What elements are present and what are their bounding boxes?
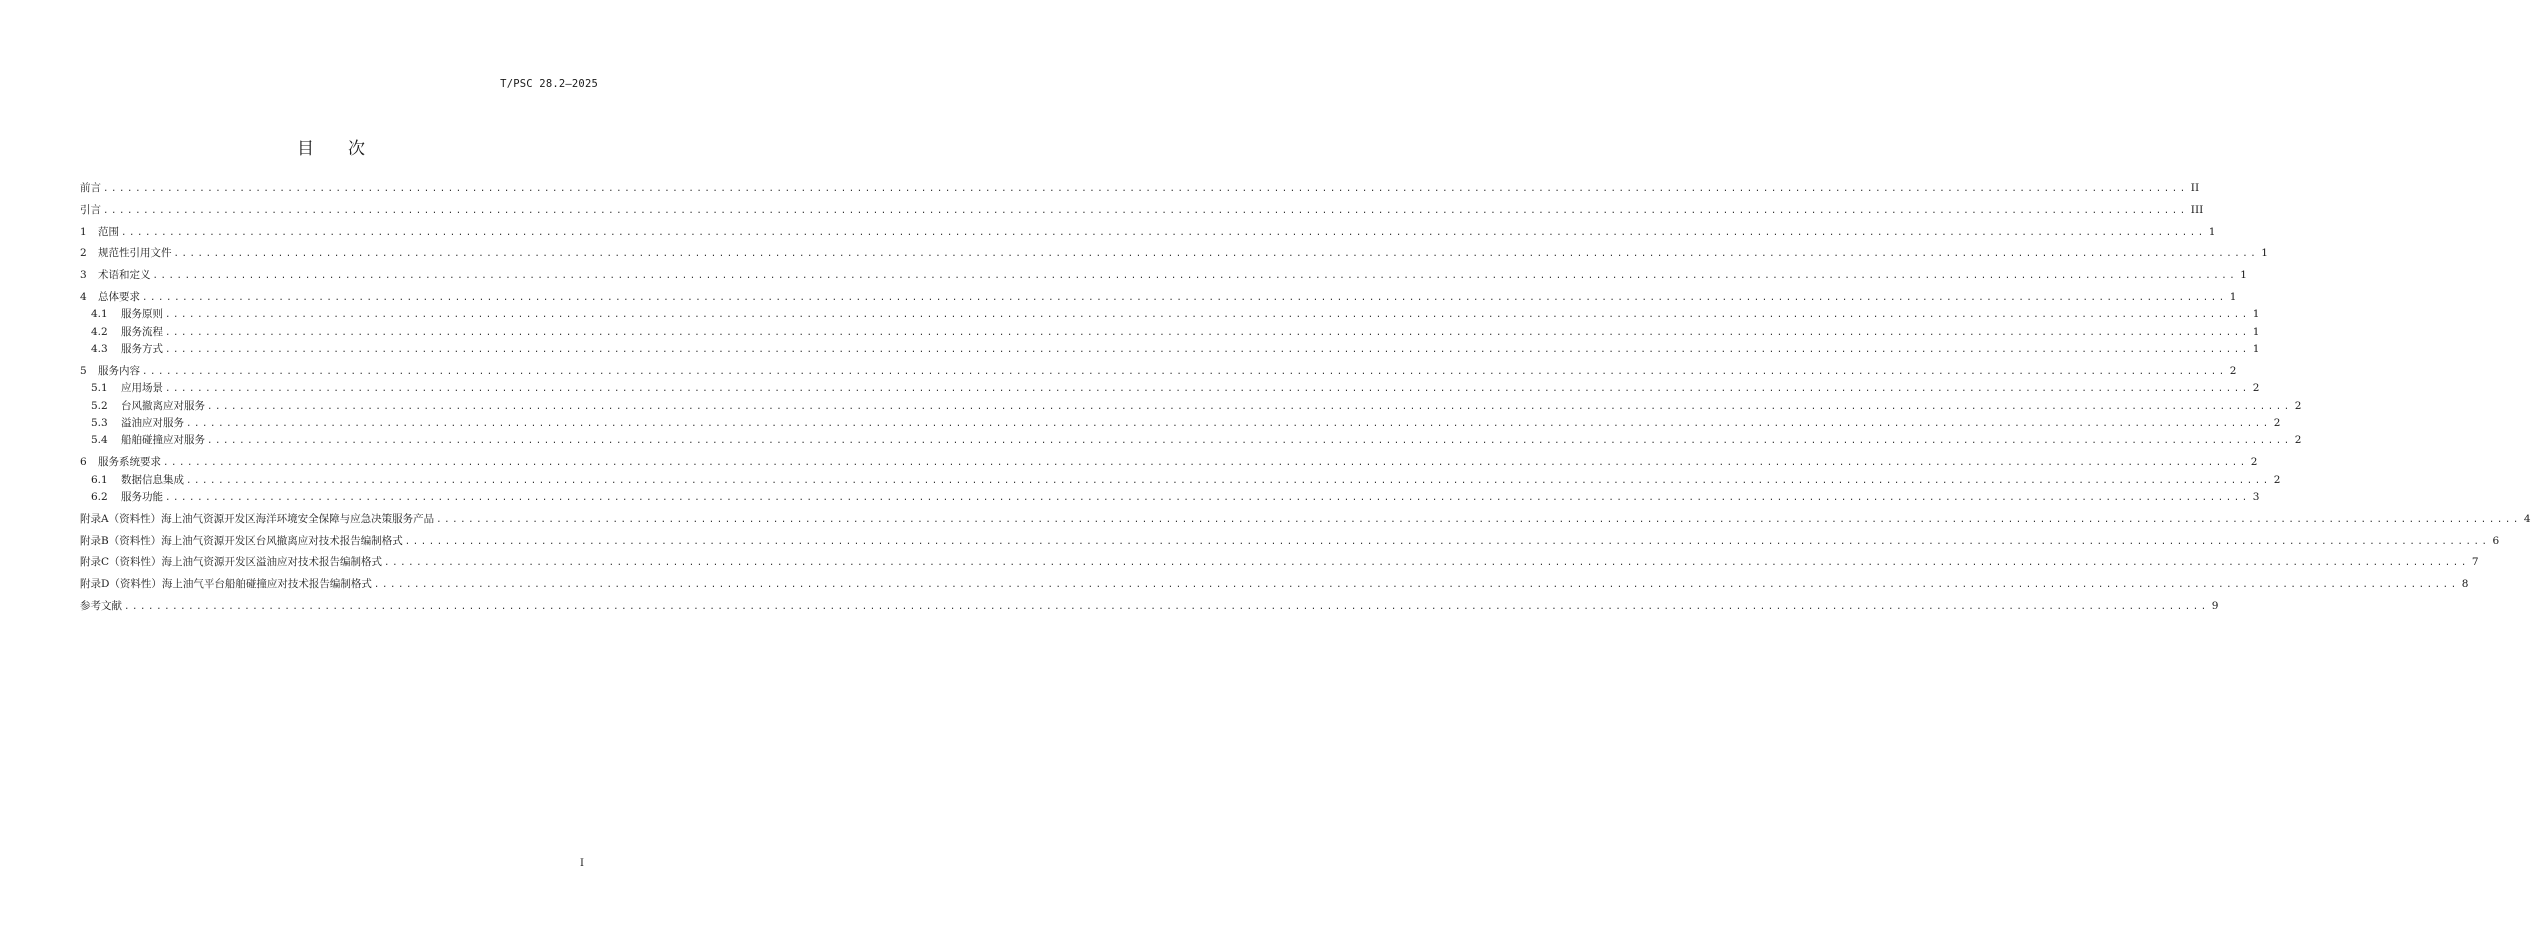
toc-entry[interactable] [80, 324, 2260, 341]
toc-entry[interactable] [80, 341, 2260, 358]
toc-entry-number: 6.2 [91, 490, 108, 503]
toc-entry-label [91, 472, 186, 489]
toc-entry-page: 8 [2461, 578, 2469, 591]
toc-entry-page: 1 [2240, 269, 2247, 282]
toc-dot-leader: .................................................................................................................................................................................................................................................................... [103, 184, 2188, 194]
toc-entry-title: 范围 [98, 225, 119, 238]
page-title: 目次 [297, 139, 399, 159]
toc-entry[interactable] [80, 224, 2216, 241]
toc-dot-leader: .................................................................................................................................................................................................................................................................... [142, 292, 2227, 303]
toc-entry-title: 附录C（资料性）海上油气资源开发区溢油应对技术报告编制格式 [80, 556, 383, 569]
toc-entry-page: 1 [2252, 308, 2260, 321]
toc-dot-leader: .................................................................................................................................................................................................................................................................... [142, 366, 2227, 377]
toc-dot-leader: .................................................................................................................................................................................................................................................................... [165, 310, 2250, 321]
toc-entry-label [80, 289, 142, 306]
toc-entry-title: 服务内容 [98, 364, 140, 377]
toc-entry-title: 规范性引用文件 [98, 247, 172, 260]
toc-entry-number: 2 [80, 247, 87, 260]
toc-entry-label [80, 363, 142, 380]
toc-dot-leader: .................................................................................................................................................................................................................................................................... [186, 475, 2271, 486]
toc-entry-title: 服务原则 [121, 308, 163, 321]
toc-entry-page: 2 [2229, 364, 2237, 377]
toc-entry-title: 船舶碰撞应对服务 [121, 434, 205, 447]
toc-entry-title: 附录B（资料性）海上油气资源开发区台风撤离应对技术报告编制格式 [80, 534, 403, 547]
toc-entry-number: 3 [80, 269, 87, 282]
toc-entry-title: 服务流程 [121, 325, 163, 338]
toc-entry-title: 附录A（资料性）海上油气资源开发区海洋环境安全保障与应急决策服务产品 [80, 512, 435, 525]
toc-entry-page: 9 [2211, 599, 2219, 612]
toc-entry-number: 5 [80, 364, 87, 377]
toc-entry-number: 4.1 [91, 308, 108, 321]
toc-entry-number: 5.1 [91, 382, 108, 395]
toc-entry-number: 6 [80, 456, 87, 469]
toc-entry-title: 溢油应对服务 [121, 417, 184, 430]
toc-entry-number: 5.4 [91, 434, 108, 447]
toc-entry-page: II [2190, 182, 2200, 194]
toc-dot-leader: .................................................................................................................................................................................................................................................................... [165, 345, 2250, 356]
toc-dot-leader: .................................................................................................................................................................................................................................................................... [124, 601, 2209, 612]
toc-entry-label [91, 489, 165, 506]
toc-dot-leader: .................................................................................................................................................................................................................................................................... [207, 401, 2292, 412]
toc-entry-page: 1 [2252, 325, 2260, 338]
toc-entry[interactable] [80, 415, 2281, 432]
toc-entry[interactable] [80, 454, 2258, 471]
toc-dot-leader: .................................................................................................................................................................................................................................................................... [103, 205, 2188, 216]
toc-entry-number: 4 [80, 290, 87, 303]
toc-entry-title: 服务系统要求 [98, 456, 161, 469]
toc-entry-number: 5.2 [91, 399, 108, 412]
toc-entry[interactable] [80, 511, 2531, 528]
toc-entry-label [91, 324, 165, 341]
toc-dot-leader: .................................................................................................................................................................................................................................................................... [152, 271, 2238, 282]
document-code: T/PSC 28.2—2025 [500, 78, 598, 90]
toc-entry[interactable] [80, 533, 2500, 550]
toc-entry-page: 2 [2273, 473, 2281, 486]
toc-dot-leader: .................................................................................................................................................................................................................................................................... [165, 492, 2250, 503]
toc-dot-leader: .................................................................................................................................................................................................................................................................... [121, 227, 2206, 238]
toc-entry-page: 2 [2252, 382, 2260, 395]
toc-entry-page: 2 [2250, 456, 2258, 469]
toc-dot-leader: .................................................................................................................................................................................................................................................................... [173, 249, 2259, 260]
toc-entry-title: 服务功能 [121, 490, 163, 503]
toc-entry[interactable] [80, 380, 2260, 397]
toc-entry-page: 6 [2492, 534, 2500, 547]
toc-dot-leader: .................................................................................................................................................................................................................................................................... [186, 419, 2271, 430]
toc-entry-number: 4.2 [91, 325, 108, 338]
toc-entry[interactable] [80, 598, 2219, 615]
toc-entry-page: 2 [2273, 417, 2281, 430]
toc-entry[interactable] [80, 398, 2302, 415]
toc-entry-page: 7 [2471, 556, 2479, 569]
toc-dot-leader: .................................................................................................................................................................................................................................................................... [436, 514, 2521, 525]
toc-entry-title: 服务方式 [121, 343, 163, 356]
toc-entry-title: 引言 [80, 203, 101, 216]
table-of-contents [80, 180, 2531, 615]
toc-entry[interactable] [80, 472, 2281, 489]
toc-entry-label [91, 415, 186, 432]
toc-entry-label [80, 267, 153, 284]
toc-entry-title: 数据信息集成 [121, 473, 184, 486]
toc-entry[interactable] [80, 554, 2479, 571]
toc-entry-title: 前言 [80, 182, 101, 194]
toc-dot-leader: .................................................................................................................................................................................................................................................................... [165, 384, 2250, 395]
toc-entry[interactable] [80, 245, 2268, 262]
toc-entry-title: 术语和定义 [98, 269, 151, 282]
toc-entry-label [91, 306, 165, 323]
toc-entry-page: 2 [2294, 399, 2302, 412]
toc-entry-number: 1 [80, 225, 87, 238]
toc-entry-label [91, 341, 165, 358]
toc-entry-page: 3 [2252, 490, 2260, 503]
toc-entry-label [80, 576, 374, 593]
toc-entry-title: 总体要求 [98, 290, 140, 303]
toc-dot-leader: .................................................................................................................................................................................................................................................................... [384, 558, 2469, 569]
toc-dot-leader: .................................................................................................................................................................................................................................................................... [404, 536, 2490, 547]
toc-entry-page: 4 [2523, 512, 2531, 525]
toc-entry-number: 4.3 [91, 343, 108, 356]
page-number: I [580, 858, 584, 869]
toc-entry-title: 附录D（资料性）海上油气平台船舶碰撞应对技术报告编制格式 [80, 578, 372, 591]
toc-entry[interactable] [80, 202, 2204, 219]
toc-entry[interactable] [80, 289, 2237, 306]
toc-entry[interactable] [80, 432, 2302, 449]
toc-entry-number: 5.3 [91, 417, 108, 430]
toc-entry[interactable] [80, 363, 2237, 380]
toc-entry-page: 1 [2229, 290, 2237, 303]
toc-entry[interactable] [80, 267, 2247, 284]
toc-dot-leader: .................................................................................................................................................................................................................................................................... [373, 580, 2459, 591]
toc-entry-number: 6.1 [91, 473, 108, 486]
toc-entry[interactable] [80, 306, 2260, 323]
toc-entry-label [80, 180, 103, 197]
toc-entry-label [80, 245, 174, 262]
toc-entry[interactable] [80, 180, 2200, 197]
toc-entry[interactable] [80, 576, 2469, 593]
toc-entry-label [80, 598, 124, 615]
toc-entry-label [91, 398, 207, 415]
toc-dot-leader: .................................................................................................................................................................................................................................................................... [207, 436, 2292, 447]
toc-entry-label [80, 554, 384, 571]
toc-entry-label [80, 202, 103, 219]
toc-entry-page: 1 [2208, 225, 2216, 238]
toc-entry-page: 1 [2261, 247, 2268, 260]
toc-entry-page: 2 [2294, 434, 2302, 447]
toc-entry-label [80, 533, 405, 550]
toc-entry-page: III [2190, 203, 2204, 216]
toc-dot-leader: .................................................................................................................................................................................................................................................................... [163, 458, 2248, 469]
toc-entry-label [80, 511, 436, 528]
toc-entry-page: 1 [2252, 343, 2260, 356]
toc-entry-title: 应用场景 [121, 382, 163, 395]
toc-entry-label [80, 454, 163, 471]
toc-entry-label [91, 380, 165, 397]
toc-dot-leader: .................................................................................................................................................................................................................................................................... [165, 327, 2250, 338]
toc-entry-title: 台风撤离应对服务 [121, 399, 205, 412]
toc-entry-label [80, 224, 121, 241]
toc-entry[interactable] [80, 489, 2260, 506]
toc-entry-title: 参考文献 [80, 599, 122, 612]
toc-entry-label [91, 432, 207, 449]
